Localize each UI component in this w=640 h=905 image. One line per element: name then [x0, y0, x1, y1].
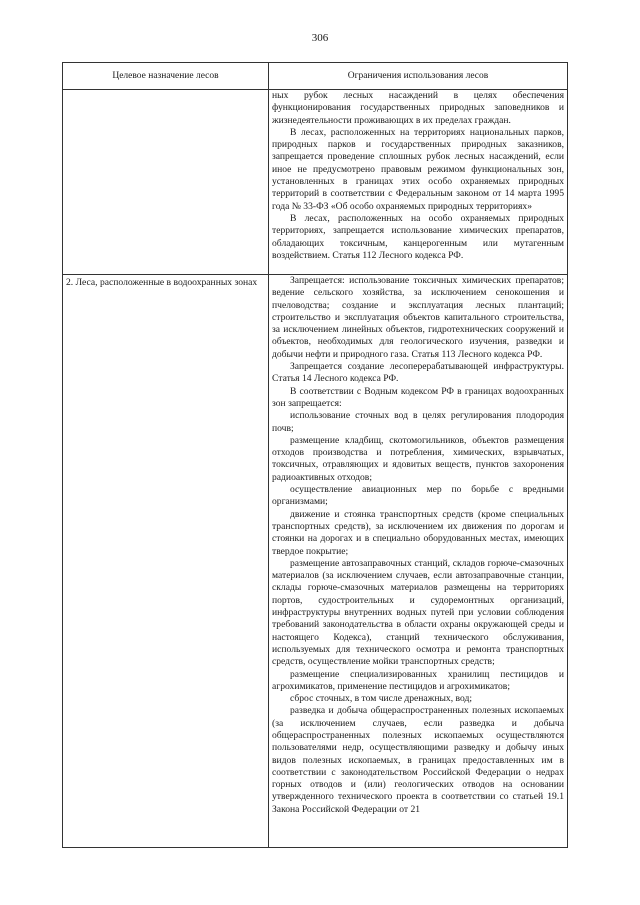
paragraph: Запрещается: использование токсичных химических препаратов; ведение сельского хозяйства, за исключением сенокошения и пчеловодства; создание и эксплуатация лесных плантаций; строительство и эксплуатация объектов капитального строительства, за исключением линейных объектов, гидротехнических сооружений и объектов, необходимых для геологического изучения, разведки и добычи нефти и природного газа. Статья 113 Лесного кодекса РФ. [272, 275, 564, 360]
restrictions-cell [269, 275, 568, 848]
table-row [63, 275, 568, 848]
restrictions-cell [269, 90, 568, 275]
paragraph: использование сточных вод в целях регулирования плодородия почв; [272, 410, 564, 434]
table-row [63, 90, 568, 275]
table-header-row [63, 63, 568, 90]
paragraph: сброс сточных, в том числе дренажных, вод; [290, 693, 473, 705]
paragraph: размещение автозаправочных станций, складов горюче-смазочных материалов (за исключением случаев, если автозаправочные станции, склады горюче-смазочных материалов размещены на территориях портов, судостроительных и судоремонтных организаций, инфраструктуры внутренних водных путей при условии соблюдения требований законодательства в области охраны окружающей среды и настоящего Кодекса), станций технического обслуживания, используемых для технического осмотра и ремонта транспортных средств, осуществление мойки транспортных средств; [272, 557, 564, 668]
paragraph: разведка и добыча общераспространенных полезных ископаемых (за исключением случаев, если разведка и добыча общераспространенных полезных ископаемых осуществляются пользователями недр, осуществляющими разведку и добычу иных видов полезных ископаемых, в границах предоставленных им в соответствии с законодательством Российской Федерации о недрах горных отводов и (или) геологических отводов на основании утвержденного технического проекта в соответствии со статьей 19.1 Закона Российской Федерации от 21 [272, 705, 564, 815]
paragraph: В лесах, расположенных на территориях национальных парков, природных парков и государственных природных заказников, запрещается проведение сплошных рубок лесных насаждений, если иное не предусмотрено правовым режимом функциональных зон, установленных в границах этих особо охраняемых природных территорий в соответствии с Федеральным законом от 14 марта 1995 года № 33-ФЗ «Об особо охраняемых природных территориях» [272, 126, 564, 212]
header-forest-purpose: Целевое назначение лесов [63, 63, 269, 90]
paragraph: размещение специализированных хранилищ пестицидов и агрохимикатов, применение пестицидов и агрохимикатов; [272, 668, 564, 692]
paragraph: В лесах, расположенных на особо охраняемых природных территориях, запрещается использование химических препаратов, обладающих токсичным, канцерогенным или мутагенным воздействием. Статья 112 Лесного кодекса РФ. [272, 212, 564, 261]
forest-purpose-cell: 2. Леса, расположенные в водоохранных зонах [63, 275, 269, 848]
header-usage-restrictions: Ограничения использования лесов [269, 63, 568, 90]
paragraph: Запрещается создание лесоперерабатывающей инфраструктуры. Статья 14 Лесного кодекса РФ. [272, 361, 564, 385]
paragraph: ных рубок лесных насаждений в целях обеспечения функционирования государственных природных заповедников и жизнедеятельности проживающих в их пределах граждан. [272, 90, 564, 126]
page-number: 306 [311, 32, 329, 44]
forest-purpose-cell [63, 90, 269, 275]
paragraph: осуществление авиационных мер по борьбе с вредными организмами; [272, 484, 564, 508]
forest-restrictions-table [62, 62, 568, 848]
paragraph: В соответствии с Водным кодексом РФ в границах водоохранных зон запрещается: [272, 385, 564, 409]
paragraph: движение и стоянка транспортных средств (кроме специальных транспортных средств), за исключением их движения по дорогам и стоянки на дорогах и в специально оборудованных местах, имеющих твердое покрытие; [272, 508, 564, 557]
paragraph: размещение кладбищ, скотомогильников, объектов размещения отходов производства и потребления, химических, взрывчатых, токсичных, отравляющих и ядовитых веществ, пунктов захоронения радиоактивных отходов; [272, 434, 564, 483]
